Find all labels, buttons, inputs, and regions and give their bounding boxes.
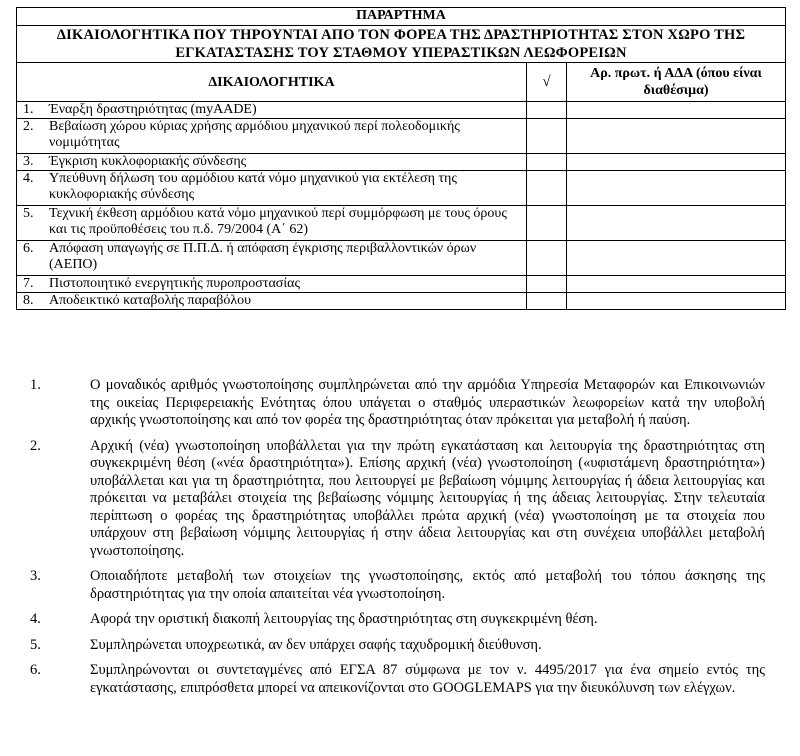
protocol-number-cell[interactable] [567,102,786,119]
footnotes-list [30,377,765,705]
column-header-check: √ [527,63,567,102]
check-cell[interactable] [527,276,567,293]
footnote-number: 3. [30,568,41,584]
table-row [17,154,786,171]
footnote-number: 5. [30,636,41,653]
annex-title: ΠΑΡΑΡΤΗΜΑ [17,8,786,26]
protocol-number-cell[interactable] [567,276,786,293]
footnote-item [30,568,765,603]
footnote-number: 2. [30,437,41,454]
footnote-text: Οποιαδήποτε μεταβολή των στοιχείων της γνωστοποίησης, εκτός από μεταβολή του τόπου άσκησης της δραστηριότητας για την οποία απαιτείται νέα γνωστοποίηση. [90,568,765,602]
column-header-documents: ΔΙΚΑΙΟΛΟΓΗΤΙΚΑ [17,63,527,102]
footnote-text: Αφορά την οριστική διακοπή λειτουργίας της δραστηριότητας στη συγκεκριμένη θέση. [90,611,598,627]
annex-table [16,7,786,310]
document-name: Τεχνική έκθεση αρμόδιου κατά νόμο μηχανικού περί συμμόρφωση με τους όρους και τις προϋποθέσεις του π.δ. 79/2004 (Α΄ 62) [49,206,507,237]
protocol-number-cell[interactable] [567,154,786,171]
check-cell[interactable] [527,241,567,276]
table-row [17,293,786,310]
footnote-text: Συμπληρώνονται οι συντεταγμένες από ΕΓΣΑ 87 σύμφωνα με τον ν. 4495/2017 για ένα σημείο εντός της εγκατάστασης, επιπρόσθετα μπορεί να απεικονίζονται στο GOOGLEMAPS για την διευκόλυνση των ελέγχων. [90,662,765,696]
document-name: Απόφαση υπαγωγής σε Π.Π.Δ. ή απόφαση έγκρισης περιβαλλοντικών όρων (ΑΕΠΟ) [49,241,477,272]
protocol-number-cell[interactable] [567,171,786,206]
footnote-item [30,377,765,430]
table-row [17,241,786,276]
row-number: 4. [23,171,34,186]
row-number: 2. [23,119,34,134]
protocol-number-cell[interactable] [567,206,786,241]
document-name: Υπεύθυνη δήλωση του αρμόδιου κατά νόμο μηχανικού για εκτέλεση της κυκλοφοριακής σύνδεσης [49,171,457,202]
document-name: Έγκριση κυκλοφοριακής σύνδεσης [49,154,247,169]
protocol-number-cell[interactable] [567,119,786,154]
table-row [17,171,786,206]
check-cell[interactable] [527,206,567,241]
annex-subtitle: ΔΙΚΑΙΟΛΟΓΗΤΙΚΑ ΠΟΥ ΤΗΡΟΥΝΤΑΙ ΑΠΟ ΤΟΝ ΦΟΡΕΑ ΤΗΣ ΔΡΑΣΤΗΡΙΟΤΗΤΑΣ ΣΤΟΝ ΧΩΡΟ ΤΗΣ ΕΓΚΑΤΑΣΤΑΣΗΣ ΤΟΥ ΣΤΑΘΜΟΥ ΥΠΕΡΑΣΤΙΚΩΝ ΛΕΩΦΟΡΕΙΩΝ [17,26,786,63]
footnote-text: Αρχική (νέα) γνωστοποίηση υποβάλλεται για την πρώτη εγκατάσταση και λειτουργία της δραστηριότητας στη συγκεκριμένη θέση («νέα δραστηριότητα»). Επίσης αρχική (νέα) γνωστοποίηση («υφιστάμενη δραστηριότητα») υποβάλλεται και για τη δραστηριότητα, που λειτουργεί με βεβαίωση νόμιμης λειτουργίας ή άδεια λειτουργίας και πρόκειται να μεταβάλει στοιχεία της βεβαίωσης νόμιμης λειτουργίας ή της άδειας λειτουργίας. Στην τελευταία περίπτωση ο φορέας της δραστηριότητας υποβάλλει πρώτα αρχική (νέα) γνωστοποίηση με τα στοιχεία που υπάρχουν στη βεβαίωση νόμιμης λειτουργίας ή στην άδεια λειτουργίας και στη συνέχεια υποβάλλει μεταβολή γνωστοποίησης. [90,437,765,559]
check-cell[interactable] [527,119,567,154]
footnote-item [30,438,765,561]
check-cell[interactable] [527,102,567,119]
check-cell[interactable] [527,171,567,206]
table-row [17,206,786,241]
protocol-number-cell[interactable] [567,241,786,276]
document-name: Αποδεικτικό καταβολής παραβόλου [49,293,252,308]
document-name: Βεβαίωση χώρου κύριας χρήσης αρμόδιου μηχανικού περί πολεοδομικής νομιμότητας [49,119,460,150]
check-cell[interactable] [527,154,567,171]
footnote-item [30,611,765,629]
footnote-number: 6. [30,662,41,678]
document-name: Πιστοποιητικό ενεργητικής πυροπροστασίας [49,276,300,291]
footnote-item [30,637,765,655]
row-number: 6. [23,241,34,256]
row-number: 5. [23,206,34,221]
row-number: 3. [23,154,34,169]
footnote-item [30,662,765,697]
row-number: 8. [23,293,34,308]
footnote-number: 4. [30,611,41,627]
row-number: 7. [23,276,34,291]
table-row [17,276,786,293]
footnote-number: 1. [30,377,41,393]
document-name: Έναρξη δραστηριότητας (myAADE) [49,102,257,117]
footnote-text: Ο μοναδικός αριθμός γνωστοποίησης συμπληρώνεται από την αρμόδια Υπηρεσία Μεταφορών και Επικοινωνιών της οικείας Περιφερειακής Ενότητας όπου υπάγεται ο σταθμός υπεραστικών λεωφορείων κατά την υποβολή αρχικής γνωστοποίησης και από τον φορέα της δραστηριότητας όταν πρόκειται για μεταβολή ή παύση. [90,377,765,428]
check-cell[interactable] [527,293,567,310]
table-row [17,102,786,119]
footnote-text: Συμπληρώνεται υποχρεωτικά, αν δεν υπάρχει σαφής ταχυδρομική διεύθυνση. [90,636,542,653]
row-number: 1. [23,102,34,117]
table-row [17,119,786,154]
protocol-number-cell[interactable] [567,293,786,310]
column-header-protocol-number: Αρ. πρωτ. ή ΑΔΑ (όπου είναι διαθέσιμα) [567,63,786,102]
